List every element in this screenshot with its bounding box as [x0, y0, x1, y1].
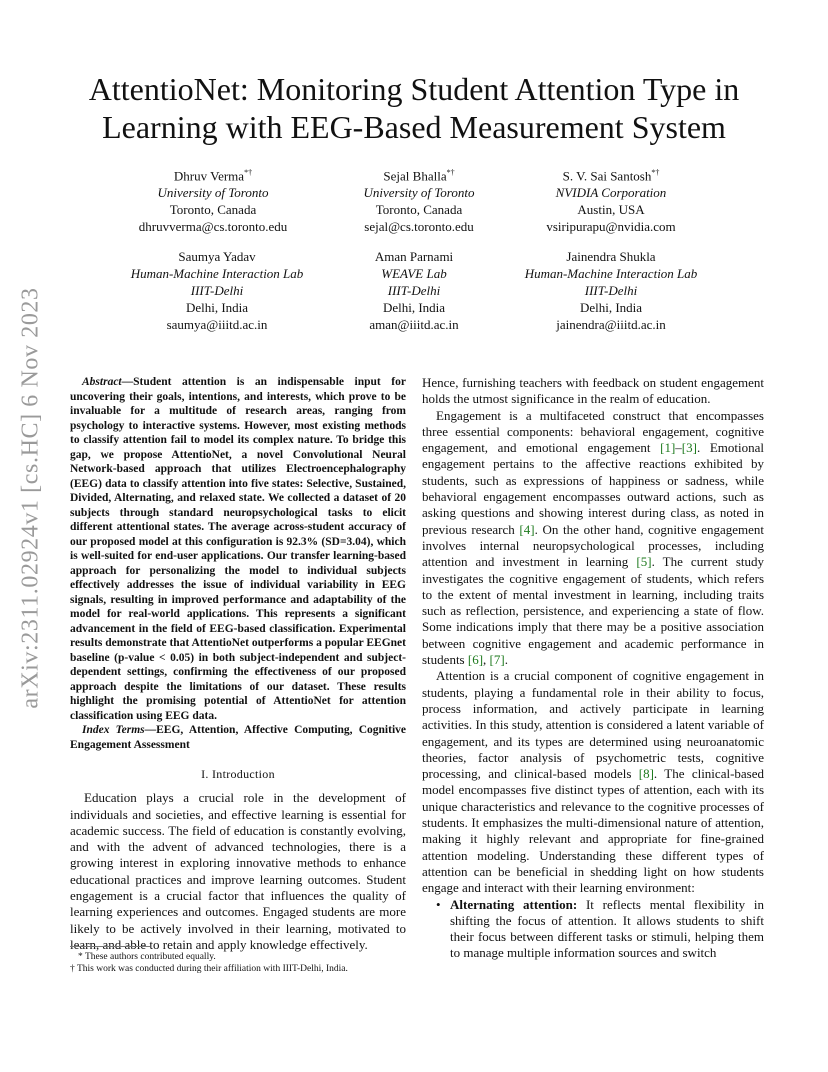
text-run: . The clinical-based model encompasses five distinct types of attention, each with its unique characteristics and relevance to the cognitive processes of students. It emphasizes the multi-dimensional nature of attention, making it highly relevant and appropriate for fine-grained attention modeling. Understanding these different types of attention can be beneficial in shedding light on how students engage and interact with their learning environment: — [422, 766, 765, 896]
author-name: Aman Parnami — [374, 249, 454, 264]
abstract — [70, 375, 406, 723]
author-name: Sejal Bhalla — [383, 168, 447, 184]
author-mark: *† — [244, 168, 253, 177]
author-name: S. V. Sai Santosh — [562, 168, 652, 184]
author-block — [496, 248, 726, 333]
bullet-term: Alternating attention: — [450, 896, 578, 912]
footnote: † This work was conducted during their affiliation with IIIT-Delhi, India. — [70, 964, 348, 974]
footnote-divider — [70, 946, 150, 947]
section-heading: I. Introduction — [201, 767, 275, 781]
author-affiliation: University of Toronto — [157, 185, 269, 201]
text-run: . The current study investigates the cognitive engagement of students, which refers to the extent of mental investment in learning, including traits such as reflection, persistence, and experiencing a state of flow. Some indications imply that there may be a positive association between cognitive engagement and academic performance in students — [422, 554, 764, 668]
author-email: saumya@iiitd.ac.in — [166, 317, 268, 332]
index-terms-label: Index Terms — [82, 724, 145, 736]
citation-link[interactable]: [4] — [519, 521, 535, 537]
author-block — [299, 248, 529, 333]
paragraph-continuation: Hence, furnishing teachers with feedback on student engagement holds the utmost significance in the realm of education. — [422, 375, 764, 407]
index-terms — [70, 723, 406, 752]
author-affiliation: IIIT-Delhi — [190, 283, 244, 298]
abstract-label: Abstract — [82, 376, 122, 388]
bullet-icon: • — [436, 896, 441, 912]
arxiv-identifier-text: arXiv:2311.02924v1 [cs.HC] 6 Nov 2023 — [17, 287, 44, 709]
citation-link[interactable]: [1] — [660, 440, 676, 456]
author-location: Toronto, Canada — [169, 202, 257, 218]
author-block — [496, 164, 726, 235]
text-run: , — [483, 652, 490, 668]
author-block — [98, 164, 328, 235]
engagement-paragraph — [422, 408, 764, 669]
author-email: vsiripurapu@nvidia.com — [546, 219, 676, 235]
author-affiliation: Human-Machine Interaction Lab — [130, 266, 304, 281]
citation-link[interactable]: [7] — [489, 652, 505, 668]
author-affiliation: NVIDIA Corporation — [555, 185, 667, 201]
text-run: Engagement is a multifaceted construct that encompasses three essential components: behavioral engagement, cognitive engagement, and emotional engagement — [422, 407, 764, 456]
text-run: . Emotional engagement pertains to the affective reactions exhibited by students, such as expressions of happiness or sadness, while behavioral engagement encompasses outward actions, such as asking questions and showing interest during class, as noted in previous research — [422, 440, 764, 537]
author-location: Austin, USA — [577, 202, 645, 218]
text-run: . — [504, 652, 508, 668]
bullet-item — [422, 897, 764, 962]
author-email: sejal@cs.toronto.edu — [364, 219, 474, 235]
author-location: Toronto, Canada — [375, 202, 463, 218]
author-affiliation: WEAVE Lab — [381, 266, 447, 281]
footnotes — [70, 946, 406, 975]
author-mark: *† — [651, 168, 660, 177]
author-affiliation: University of Toronto — [363, 185, 475, 201]
author-affiliation: Human-Machine Interaction Lab — [524, 266, 698, 281]
paper-title: AttentioNet: Monitoring Student Attention Type in Learning with EEG-Based Measurement System — [88, 71, 740, 145]
index-terms-text: —EEG, Attention, Affective Computing, Cognitive Engagement Assessment — [70, 724, 406, 751]
text-run: Attention is a crucial component of cognitive engagement in students, playing a fundamental role in their ability to focus, process information, and actively participate in learning activities. In this study, attention is considered a latent variable of engagement, and its types are determined using neuroanatomic theories, factor analysis of psychometric tests, cognitive processing, and clinical-based models — [422, 668, 764, 782]
author-location: Delhi, India — [185, 300, 249, 315]
footnote: * These authors contributed equally. — [78, 952, 216, 962]
author-mark: *† — [446, 168, 455, 177]
abstract-text: —Student attention is an indispensable input for uncovering their goals, intentions, and interests, which prove to be invaluable for a multitude of research areas, ranging from psychology to interactive systems. However, most existing methods to classify attention fail to model its complex nature. To bridge this gap, we propose AttentioNet, a novel Convolutional Neural Network-based approach that utilizes Electroencephalography (EEG) data to classify attention into five states: Selective, Sustained, Divided, Alternating, and relaxed state. We collected a dataset of 20 subjects through standard neuropsychological tasks to elicit different attentional states. The average across-student accuracy of our proposed model at this configuration is 92.3% (SD=3.04), which is well-suited for end-user applications. Our transfer learning-based approach for personalizing the model to individual subjects effectively addresses the issue of individual variability in EEG signals, resulting in improved performance and adaptability of the model for real-world applications. This represents a significant advancement in the field of EEG-based classification. Experimental results demonstrate that AttentioNet outperforms a popular EEGnet baseline (p-value < 0.05) in both subject-independent and subject-dependent settings, confirming the effectiveness of our proposed approach despite the limitations of our dataset. These results highlight the promising potential of AttentioNet for attention classification using EEG data. — [70, 376, 406, 722]
author-name: Dhruv Verma — [173, 168, 245, 184]
attention-paragraph — [422, 668, 764, 896]
author-location: Delhi, India — [579, 300, 643, 315]
left-column — [70, 375, 406, 953]
text-run: . On the other hand, cognitive engagement involves internal neuropsychological processes, including attention and investment in learning — [422, 521, 764, 570]
author-location: Delhi, India — [382, 300, 446, 315]
arxiv-identifier — [14, 258, 48, 738]
text-run: – — [675, 440, 682, 456]
citation-link[interactable]: [8] — [638, 766, 654, 782]
intro-paragraph: Education plays a crucial role in the development of individuals and societies, and effective learning is essential for academic success. The field of education is constantly evolving, and with the advent of advanced technologies, there is a growing interest in exploring innovative methods to enhance educational practices and improve learning outcomes. Student engagement is a crucial factor that influences the quality of learning experiences and outcomes. Engaged students are more likely to be actively involved in their learning, motivated to learn, and able to retain and apply knowledge effectively. — [70, 790, 406, 952]
author-block — [102, 248, 332, 333]
author-email: jainendra@iiitd.ac.in — [556, 317, 666, 332]
author-name: Saumya Yadav — [178, 249, 256, 264]
author-name: Jainendra Shukla — [566, 249, 656, 264]
citation-link[interactable]: [6] — [467, 652, 484, 668]
citation-link[interactable]: [3] — [681, 440, 697, 456]
author-affiliation: IIIT-Delhi — [387, 283, 441, 298]
bullet-text: It reflects mental flexibility in shifting the focus of attention. It allows students to shift their focus between different tasks or stimuli, helping them to manage multiple information sources and switch — [450, 896, 764, 961]
citation-link[interactable]: [5] — [636, 554, 652, 570]
author-email: dhruvverma@cs.toronto.edu — [138, 219, 288, 235]
author-email: aman@iiitd.ac.in — [369, 317, 459, 332]
right-column — [422, 375, 764, 962]
author-affiliation: IIIT-Delhi — [584, 283, 638, 298]
